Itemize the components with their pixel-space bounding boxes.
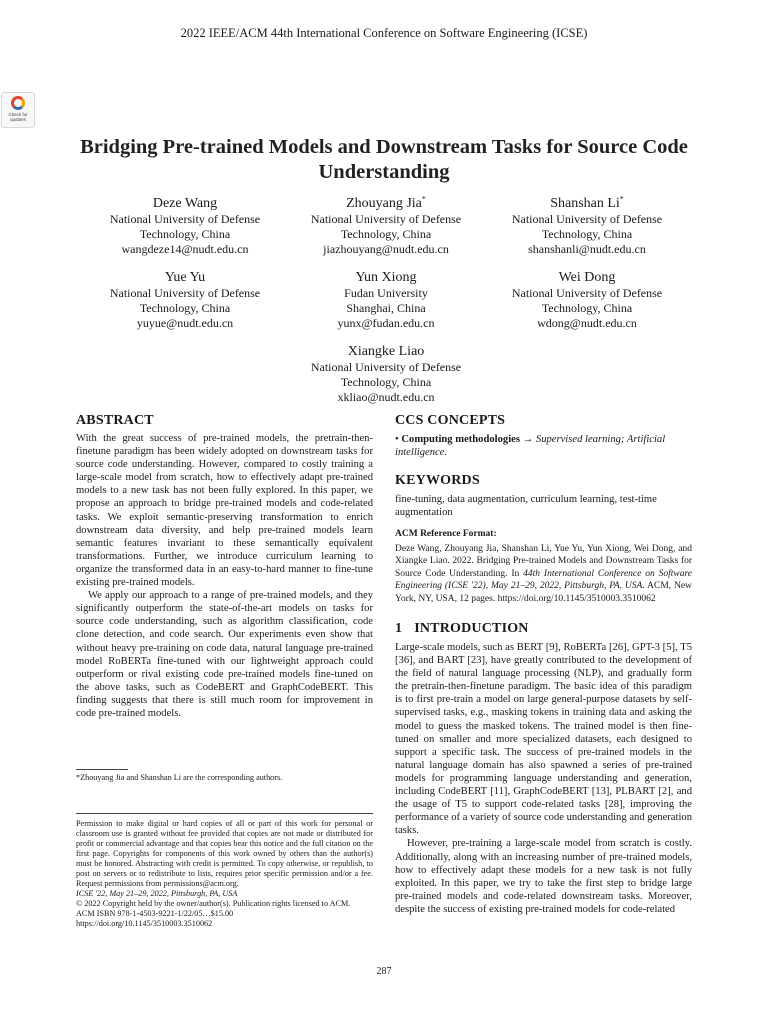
author-email: xkliao@nudt.edu.cn (337, 390, 435, 404)
reference-format (395, 543, 692, 605)
abstract-body (76, 432, 373, 720)
reference-venue: 44th International Conference on Software Engineering (ICSE '22), May 21–29, 2022, Pittsburgh, PA, USA. (395, 568, 693, 592)
ccs-bullet: • (395, 434, 399, 445)
author-block (487, 269, 687, 331)
abstract-paragraph: We apply our approach to a range of pre-trained models, and they significantly outperform the state-of-the-art models on tasks for source code understanding, such as algorithm classification, code clone detection, and code search. Our experiments even show that without heavy pre-training on code data, natural language pre-trained model RoBERTa fine-tuned with our lightweight approach could outperform or rival existing code pre-trained models fine-tuned on the above tasks, such as CodeBERT and GraphCodeBERT. This finding suggests that there is still much room for improvement in code pre-trained models. (76, 590, 373, 719)
author-block (286, 195, 486, 257)
page-number: 287 (376, 966, 392, 977)
author-name: Yun Xiong (355, 270, 417, 285)
reference-citation: Deze Wang, Zhouyang Jia, Shanshan Li, Yue Yu, Yun Xiong, Wei Dong, and Xiangke Liao. 2022. Bridging Pre-trained Models and Downstream Tasks for Source Code Understanding. In (395, 544, 692, 579)
ccs-concepts (395, 433, 692, 459)
section-number: 1 (395, 621, 403, 636)
check-for-updates-badge[interactable] (1, 92, 35, 128)
ccs-heading: CCS CONCEPTS (395, 413, 506, 428)
arrow-icon: → (522, 434, 534, 445)
copyright-line: © 2022 Copyright held by the owner/author(s). Publication rights licensed to ACM. (76, 899, 351, 908)
permission-text: Permission to make digital or hard copies of all or part of this work for personal or classroom use is granted without fee provided that copies are not made or distributed for profit or commercial advantage and that copies bear this notice and the full citation on the first page. Copyrights for components of this work owned by others than the author(s) must be honored. Abstracting with credit is permitted. To copy otherwise, or republish, to post on servers or to redistribute to lists, requires prior specific permission and/or a fee. Request permissions from permissions@acm.org. (76, 819, 373, 888)
author-name: Xiangke Liao (347, 344, 425, 359)
author-affiliation-location: Technology, China (541, 301, 633, 315)
author-block (286, 269, 486, 331)
author-affiliation: National University of Defense (109, 212, 261, 226)
author-affiliation-location: Shanghai, China (346, 301, 426, 315)
check-for-updates-icon (11, 96, 25, 110)
ccs-term: Computing methodologies (401, 434, 520, 445)
author-affiliation-location: Technology, China (340, 375, 432, 389)
author-email: jiazhouyang@nudt.edu.cn (323, 242, 449, 256)
intro-paragraph: Large-scale models, such as BERT [9], RoBERTa [26], GPT-3 [5], T5 [36], and BART [23], have greatly contributed to the development of the field of natural language processing (NLP), and gradually form the pretrain-then-finetune paradigm. The basic idea of this paradigm is to first pre-train a model on large general-purpose datasets by self-supervised tasks, e.g., masking tokens in training data and asking the model to guess the masked tokens. The trained model is then fine-tuned on smaller and more specialized datasets, each designed to support a specific task. The success of pre-trained models in the natural language domain has also spawned a series of pre-trained models for programming language understanding and generation, including CodeBERT [11], GraphCodeBERT [13], PLBART [2], and the usage of T5 to support code-related tasks [28], improving the performance of a variety of source code understanding and generation tasks. (395, 642, 692, 837)
author-affiliation-location: Technology, China (139, 301, 231, 315)
section-title: INTRODUCTION (414, 621, 529, 636)
author-block (85, 195, 285, 257)
author-affiliation: National University of Defense (511, 286, 663, 300)
author-email: shanshanli@nudt.edu.cn (528, 242, 646, 256)
author-affiliation-location: Technology, China (340, 227, 432, 241)
intro-body (395, 641, 692, 916)
permission-block (76, 819, 373, 929)
author-name: Zhouyang Jia* (346, 194, 426, 211)
venue-line: ICSE '22, May 21–29, 2022, Pittsburgh, PA, USA (76, 889, 238, 898)
permission-rule (76, 813, 373, 814)
ccs-detail: Supervised learning; Artificial intelligence. (395, 434, 666, 459)
author-email: yuyue@nudt.edu.cn (136, 316, 234, 330)
author-affiliation: National University of Defense (511, 212, 663, 226)
author-name: Deze Wang (152, 196, 218, 211)
author-email: wangdeze14@nudt.edu.cn (121, 242, 249, 256)
running-header: 2022 IEEE/ACM 44th International Conference on Software Engineering (ICSE) (180, 26, 588, 40)
author-block (487, 195, 687, 257)
author-name: Shanshan Li* (550, 194, 624, 211)
author-affiliation: National University of Defense (310, 360, 462, 374)
reference-publisher: ACM, New York, NY, USA, 12 pages. https://doi.org/10.1145/3510003.3510062 (395, 581, 693, 604)
author-block (286, 343, 486, 405)
abstract-heading: ABSTRACT (76, 413, 154, 428)
isbn-line: ACM ISBN 978-1-4503-9221-1/22/05…$15.00 (76, 909, 234, 918)
reference-heading: ACM Reference Format: (395, 529, 497, 539)
author-affiliation: National University of Defense (109, 286, 261, 300)
keywords-text: fine-tuning, data augmentation, curriculum learning, test-time augmentation (395, 494, 657, 519)
author-affiliation-location: Technology, China (139, 227, 231, 241)
author-email: yunx@fudan.edu.cn (337, 316, 435, 330)
author-affiliation-location: Technology, China (541, 227, 633, 241)
author-email: wdong@nudt.edu.cn (537, 316, 637, 330)
author-name: Wei Dong (558, 270, 616, 285)
author-block (85, 269, 285, 331)
doi-link[interactable]: https://doi.org/10.1145/3510003.3510062 (76, 919, 213, 928)
author-affiliation: National University of Defense (310, 212, 462, 226)
corresponding-mark: * (619, 194, 624, 204)
corresponding-mark: * (421, 194, 426, 204)
keywords-heading: KEYWORDS (395, 473, 480, 488)
author-name: Yue Yu (164, 270, 206, 285)
footnote-rule (76, 769, 128, 770)
paper-title: Bridging Pre-trained Models and Downstream Tasks for Source Code Understanding (80, 136, 688, 183)
abstract-paragraph: With the great success of pre-trained models, the pretrain-then-finetune paradigm has been widely adopted on downstream tasks for source code understanding. However, compared to costly training a large-scale model from scratch, how to effectively adapt pre-trained models to a new task has not been fully explored. In this paper, we propose an approach to bridge pre-trained models and code-related tasks. We exploit semantic-preserving transformation to enrich downstream data diversity, and help pre-trained models learn semantic features invariant to these semantically equivalent transformations. Further, we introduce curriculum learning to organize the transformed data in an easy-to-hard manner to fine-tune existing pre-trained models. (76, 433, 373, 589)
author-affiliation: Fudan University (344, 286, 428, 300)
intro-heading (395, 621, 529, 637)
corresponding-footnote: *Zhouyang Jia and Shanshan Li are the corresponding authors. (76, 773, 283, 782)
intro-paragraph: However, pre-training a large-scale model from scratch is costly. Additionally, along with an increasing number of pre-trained models, how to effectively adapt these models for a new task is not fully exploited. In this paper, we try to take the first step to bridge large pre-trained models and code-related downstream tasks. Moreover, despite the success of existing pre-trained models for code-related (395, 838, 692, 915)
badge-label: Check for updates (8, 112, 28, 122)
